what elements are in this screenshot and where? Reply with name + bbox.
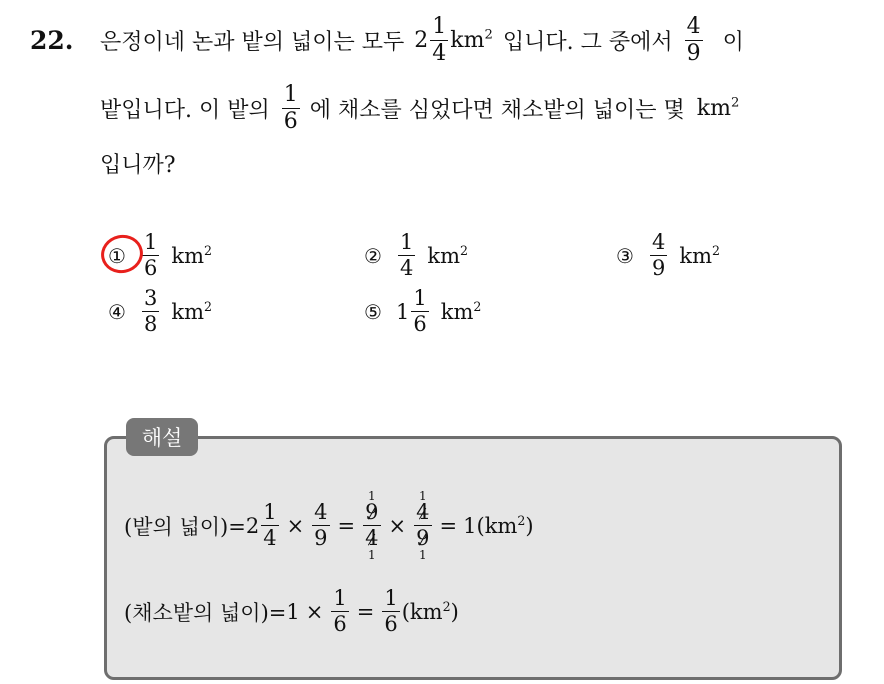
cancelled-fraction: 1 9 4 1 (365, 489, 379, 562)
solution-line-1: (밭의 넓이)= 2 $\frac{1}{4}$ × $\frac{4}{9}$ = 1 9 4 1 × 1 4 9 1 = 1( $km^2$ ) (124, 489, 534, 562)
choice-whole: 1 (396, 299, 410, 324)
choice-5[interactable] (362, 288, 481, 335)
choice-number: ② (364, 243, 382, 268)
total-den: 4 (432, 41, 447, 66)
solution-line-2: (채소밭의 넓이)= 1 × $\frac{1}{6}$ = $\frac{1}{6}$ ( $km^2$ ) (124, 586, 459, 636)
choice-fraction: $\frac{4}{9}$ (652, 230, 666, 280)
field-fraction: $\frac{4}{9}$ (686, 14, 701, 66)
question-number: 22. (30, 26, 74, 55)
question-text: 이 (722, 30, 744, 55)
choice-2[interactable] (362, 232, 468, 279)
solution-label: (밭의 넓이)= (124, 514, 246, 539)
total-num: 1 (432, 14, 447, 39)
total-whole: 2 (414, 28, 429, 53)
cancelled-fraction: 1 4 9 1 (416, 489, 430, 562)
solution-fraction: $\frac{1}{6}$ (333, 586, 347, 636)
question-text: 에 채소를 심었다면 채소밭의 넓이는 몇 (309, 98, 685, 123)
choice-number: ④ (108, 299, 126, 324)
question-line-3 (100, 148, 176, 179)
choice-number: ① (108, 243, 126, 268)
unit: $km^2$ (427, 242, 469, 268)
choice-fraction: $\frac{1}{6}$ (144, 230, 158, 280)
question-text: 은정이네 논과 밭의 넓이는 모두 (100, 30, 405, 55)
unit: $km^2$ (440, 298, 482, 324)
question-text: 입니다. 그 중에서 (502, 30, 673, 55)
question-text: 입니까? (100, 153, 176, 178)
solution-fraction: $\frac{1}{4}$ (263, 500, 277, 550)
solution-label: (채소밭의 넓이)= (124, 600, 287, 625)
choice-3[interactable] (614, 232, 720, 279)
solution-fraction: $\frac{4}{9}$ (314, 500, 328, 550)
question-line-1 (100, 16, 744, 65)
choice-4[interactable] (106, 288, 212, 335)
unit: $km^2$ (450, 27, 493, 53)
solution-fraction: $\frac{1}{6}$ (384, 586, 398, 636)
unit: $km^2$ (171, 242, 213, 268)
choice-1[interactable] (106, 232, 212, 279)
unit: $km^2$ (679, 242, 721, 268)
vegetable-fraction: $\frac{1}{6}$ (283, 82, 298, 134)
unit: $km^2$ (409, 598, 451, 624)
total-area-mixed-number (414, 16, 450, 65)
question-line-2 (100, 84, 739, 133)
unit: $km^2$ (171, 298, 213, 324)
choice-fraction: $\frac{1}{4}$ (400, 230, 414, 280)
choice-fraction: $\frac{1}{6}$ (413, 286, 427, 336)
unit: $km^2$ (484, 512, 526, 538)
choice-number: ⑤ (364, 299, 382, 324)
question-text: 밭입니다. 이 밭의 (100, 98, 270, 123)
solution-tab: 해설 (126, 418, 198, 456)
total-fraction (430, 16, 448, 65)
choice-fraction: $\frac{3}{8}$ (144, 286, 158, 336)
choice-number: ③ (616, 243, 634, 268)
unit: $km^2$ (696, 95, 740, 121)
